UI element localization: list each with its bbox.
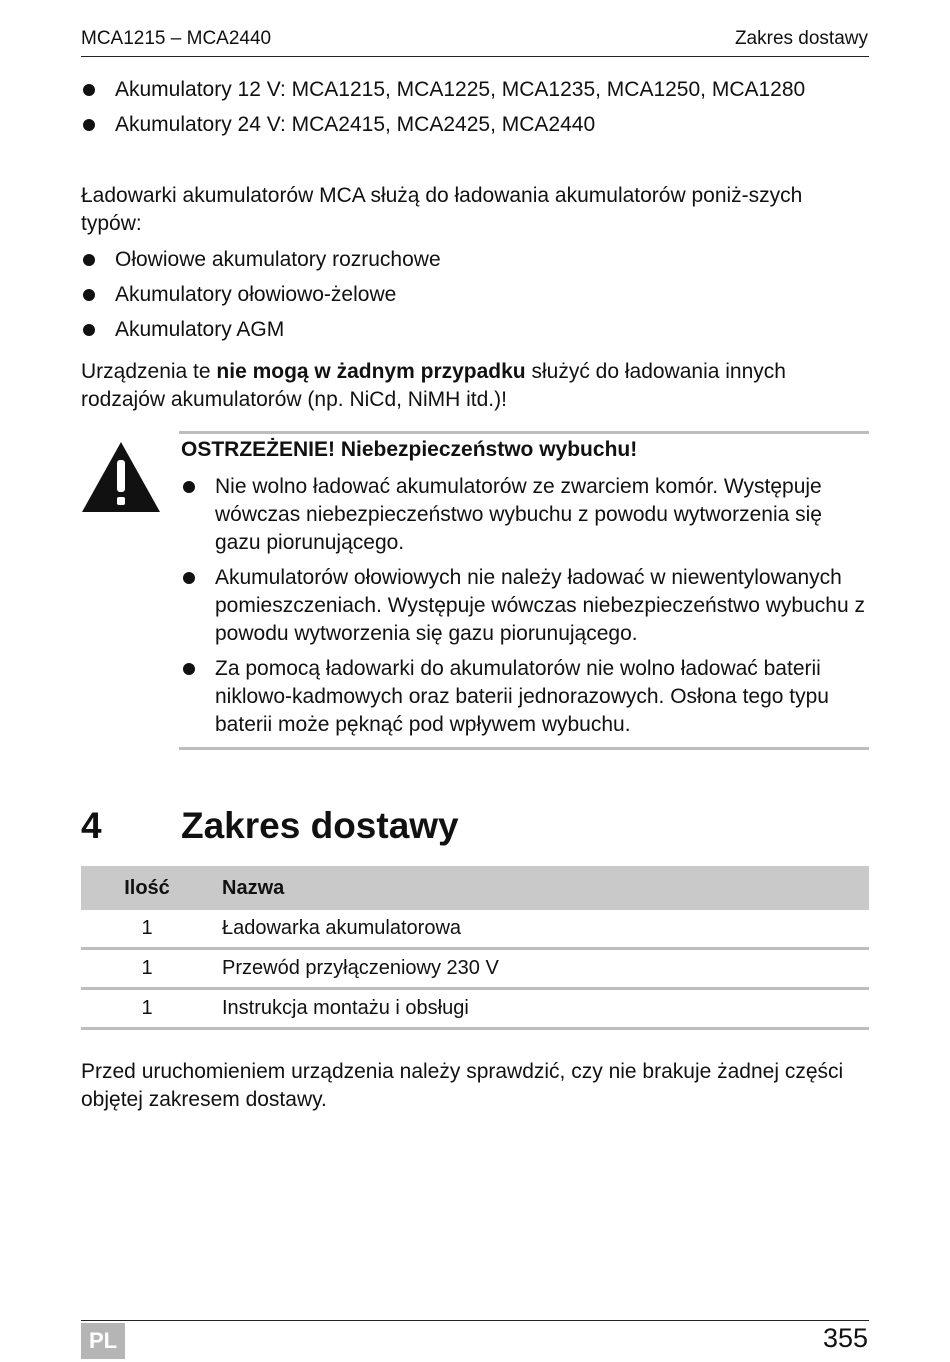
list-item: Akumulatorów ołowiowych nie należy ładować w niewentylowanych pomieszczeniach. Występuje wówczas niebezpieczeństwo wybuchu z powodu wytworzenia się gazu piorunującego. (181, 564, 873, 648)
section-title: Zakres dostawy (181, 805, 459, 846)
table-cell-name: Instrukcja montażu i obsługi (213, 989, 869, 1029)
header-rule (81, 56, 869, 57)
list-item: Nie wolno ładować akumulatorów ze zwarciem komór. Występuje wówczas niebezpieczeństwo wybuchu z powodu wytworzenia się gazu piorunującego. (181, 473, 873, 557)
page-number: 355 (822, 1323, 868, 1353)
header-doc-models: MCA1215 – MCA2440 (81, 28, 272, 49)
bullet-icon (83, 289, 95, 301)
list-item: Akumulatory AGM (81, 316, 841, 344)
table-cell-name: Przewód przyłączeniowy 230 V (213, 949, 869, 989)
footer-rule (81, 1320, 869, 1321)
table-header-row (81, 866, 869, 910)
bullet-icon (183, 481, 195, 493)
table-cell-qty: 1 (81, 989, 213, 1029)
bullet-icon (83, 324, 95, 336)
table-cell-qty: 1 (81, 949, 213, 989)
table-row (81, 910, 869, 949)
bullet-icon (83, 254, 95, 266)
delivery-table (81, 866, 869, 1030)
bullet-icon (83, 84, 95, 96)
warning-title: OSTRZEŻENIE! Niebezpieczeństwo wybuchu! (181, 438, 638, 461)
column-header-qty: Ilość (81, 866, 213, 910)
intro-paragraph: Ładowarki akumulatorów MCA służą do ładowania akumulatorów poniż-szych typów: (81, 184, 803, 235)
battery-types-list (81, 246, 841, 351)
language-badge: PL (81, 1323, 125, 1359)
warning-top-rule (179, 431, 869, 434)
warning-list (181, 473, 873, 746)
bullet-icon (183, 572, 195, 584)
warning-triangle-icon (80, 440, 162, 514)
warning-bottom-rule (179, 747, 869, 750)
closing-paragraph: Przed uruchomieniem urządzenia należy sprawdzić, czy nie brakuje żadnej części objętej zakresem dostawy. (81, 1060, 844, 1111)
list-item: Akumulatory ołowiowo-żelowe (81, 281, 841, 309)
column-header-name: Nazwa (213, 866, 869, 910)
section-number: 4 (81, 805, 102, 846)
list-item: Akumulatory 24 V: MCA2415, MCA2425, MCA2440 (81, 111, 841, 139)
table-cell-name: Ładowarka akumulatorowa (213, 910, 869, 949)
table-cell-qty: 1 (81, 910, 213, 949)
bullet-icon (83, 119, 95, 131)
table-row (81, 949, 869, 989)
header-chapter-title: Zakres dostawy (734, 28, 868, 49)
bullet-icon (183, 663, 195, 675)
list-item: Akumulatory 12 V: MCA1215, MCA1225, MCA1235, MCA1250, MCA1280 (81, 76, 841, 104)
table-row (81, 989, 869, 1029)
list-item: Za pomocą ładowarki do akumulatorów nie wolno ładować baterii niklowo-kadmowych oraz baterii jednorazowych. Osłona tego typu baterii może pęknąć pod wpływem wybuchu. (181, 655, 873, 739)
restriction-note: Urządzenia te nie mogą w żadnym przypadku służyć do ładowania innych rodzajów akumulatorów (np. NiCd, NiMH itd.)! (81, 360, 786, 411)
list-item: Ołowiowe akumulatory rozruchowe (81, 246, 841, 274)
battery-list (81, 76, 841, 146)
